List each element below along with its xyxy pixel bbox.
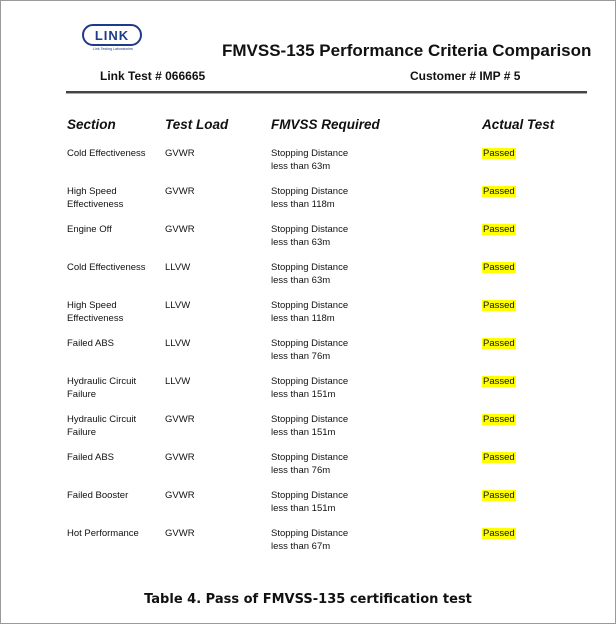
requirement-line-2: less than 76m: [271, 350, 331, 362]
requirement-line-1: Stopping Distance: [271, 186, 349, 197]
requirement-line-2: less than 76m: [271, 464, 331, 476]
row-test-load: LLVW: [165, 338, 191, 349]
requirement-line-1: Stopping Distance: [271, 452, 349, 463]
row-test-load: GVWR: [165, 224, 195, 235]
row-requirement: [271, 186, 348, 211]
table-row: [0, 186, 616, 224]
table-row: [0, 262, 616, 300]
row-actual-result: [482, 528, 516, 541]
row-section: Failed ABS: [67, 338, 114, 349]
passed-badge: Passed: [483, 186, 515, 197]
row-test-load: LLVW: [165, 300, 191, 311]
row-test-load: GVWR: [165, 186, 195, 197]
header-divider: [66, 91, 587, 93]
requirement-line-1: Stopping Distance: [271, 224, 349, 235]
row-section: Engine Off: [67, 224, 112, 235]
link-test-number: Link Test # 066665: [100, 69, 206, 83]
row-requirement: [271, 376, 348, 401]
table-row: [0, 528, 616, 566]
row-actual-result: [482, 376, 516, 389]
row-test-load: GVWR: [165, 414, 195, 425]
requirement-line-1: Stopping Distance: [271, 414, 349, 425]
row-actual-result: [482, 262, 516, 275]
passed-badge: Passed: [483, 414, 515, 425]
row-section: Hydraulic Circuit Failure: [67, 414, 137, 438]
row-section: Cold Effectiveness: [67, 262, 146, 273]
requirement-line-1: Stopping Distance: [271, 262, 349, 273]
row-requirement: [271, 148, 348, 173]
logo-badge: LINK: [82, 24, 142, 46]
row-actual-result: [482, 414, 516, 427]
requirement-line-1: Stopping Distance: [271, 376, 349, 387]
row-requirement: [271, 490, 348, 515]
passed-badge: Passed: [483, 490, 515, 501]
row-actual-result: [482, 452, 516, 465]
requirement-line-1: Stopping Distance: [271, 338, 349, 349]
row-test-load: LLVW: [165, 262, 191, 273]
requirement-line-2: less than 151m: [271, 502, 336, 514]
row-test-load: GVWR: [165, 490, 195, 501]
row-actual-result: [482, 224, 516, 237]
passed-badge: Passed: [483, 376, 515, 387]
row-test-load: GVWR: [165, 452, 195, 463]
column-header-test-load: Test Load: [165, 117, 229, 132]
document-title: FMVSS-135 Performance Criteria Comparison: [222, 41, 592, 60]
table-row: [0, 376, 616, 414]
requirement-line-1: Stopping Distance: [271, 148, 349, 159]
row-requirement: [271, 414, 348, 439]
requirement-line-1: Stopping Distance: [271, 300, 349, 311]
row-actual-result: [482, 148, 516, 161]
row-test-load: GVWR: [165, 148, 195, 159]
requirement-line-2: less than 151m: [271, 426, 336, 438]
requirement-line-2: less than 118m: [271, 198, 335, 210]
row-actual-result: [482, 338, 516, 351]
passed-badge: Passed: [483, 300, 515, 311]
row-requirement: [271, 224, 348, 249]
requirement-line-1: Stopping Distance: [271, 490, 349, 501]
row-requirement: [271, 452, 348, 477]
requirement-line-2: less than 67m: [271, 540, 331, 552]
table-row: [0, 452, 616, 490]
row-section: Hot Performance: [67, 528, 139, 539]
row-section: Failed Booster: [67, 490, 129, 501]
table-row: [0, 338, 616, 376]
row-requirement: [271, 528, 348, 553]
table-row: [0, 300, 616, 338]
passed-badge: Passed: [483, 452, 515, 463]
passed-badge: Passed: [483, 338, 515, 349]
passed-badge: Passed: [483, 528, 515, 539]
row-actual-result: [482, 300, 516, 313]
table-row: [0, 224, 616, 262]
column-header-fmvss-required: FMVSS Required: [271, 117, 380, 132]
link-logo: [82, 24, 142, 52]
row-test-load: LLVW: [165, 376, 191, 387]
row-requirement: [271, 262, 348, 287]
row-requirement: [271, 338, 348, 363]
row-section: High Speed Effectiveness: [67, 300, 124, 324]
row-section: Failed ABS: [67, 452, 114, 463]
requirement-line-1: Stopping Distance: [271, 528, 349, 539]
column-header-section: Section: [67, 117, 116, 132]
table-row: [0, 490, 616, 528]
passed-badge: Passed: [483, 262, 515, 273]
row-requirement: [271, 300, 348, 325]
results-table: [0, 148, 616, 566]
requirement-line-2: less than 63m: [271, 236, 331, 248]
table-row: [0, 148, 616, 186]
row-test-load: GVWR: [165, 528, 195, 539]
passed-badge: Passed: [483, 148, 515, 159]
row-actual-result: [482, 186, 516, 199]
table-caption: Table 4. Pass of FMVSS-135 certification test: [144, 592, 472, 607]
requirement-line-2: less than 63m: [271, 160, 331, 172]
logo-subtitle: Link Testing Laboratories: [93, 47, 133, 51]
requirement-line-2: less than 118m: [271, 312, 335, 324]
customer-number: Customer # IMP # 5: [410, 69, 521, 83]
requirement-line-2: less than 151m: [271, 388, 336, 400]
row-section: Hydraulic Circuit Failure: [67, 376, 137, 400]
table-row: [0, 414, 616, 452]
passed-badge: Passed: [483, 224, 515, 235]
requirement-line-2: less than 63m: [271, 274, 331, 286]
row-section: High Speed Effectiveness: [67, 186, 124, 210]
column-header-actual-test: Actual Test: [482, 117, 555, 132]
row-section: Cold Effectiveness: [67, 148, 146, 159]
row-actual-result: [482, 490, 516, 503]
